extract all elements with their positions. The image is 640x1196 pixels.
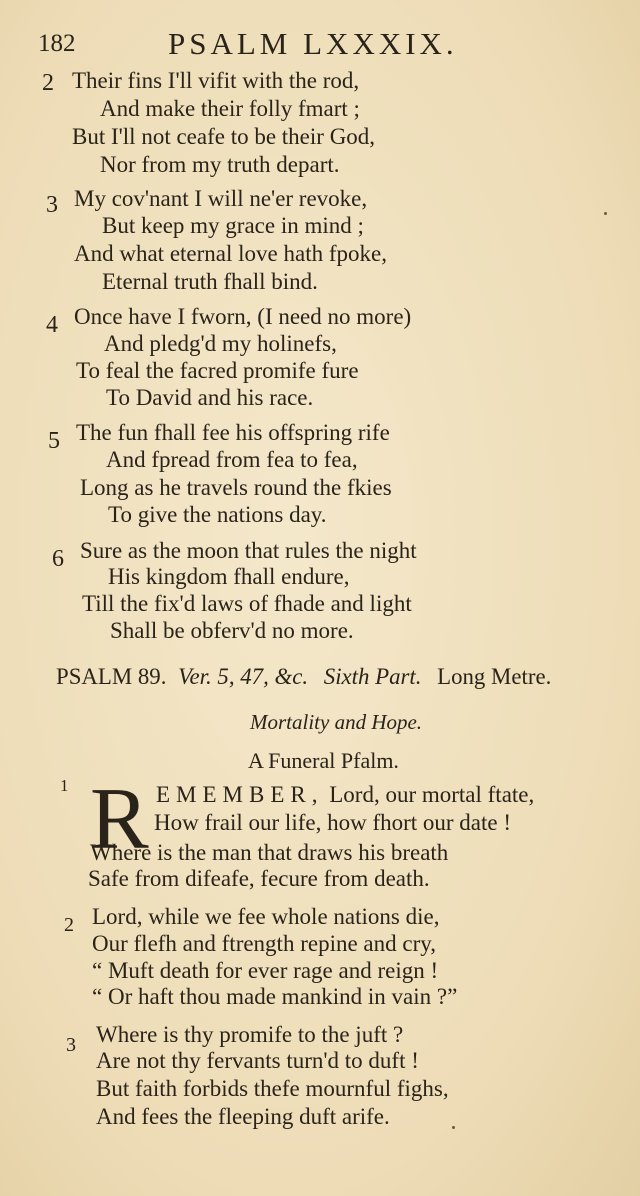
- verse-line: Their fins I'll vifit with the rod,: [72, 68, 360, 93]
- verse-line: Once have I fworn, (I need no more): [74, 304, 412, 329]
- part-label: Sixth Part.: [323, 664, 422, 689]
- verse-line: Are not thy fervants turn'd to duft !: [96, 1048, 419, 1073]
- verse-line: But I'll not ceafe to be their God,: [72, 124, 376, 149]
- stanza-number: 5: [48, 428, 60, 454]
- verse-line: To feal the facred promife fure: [76, 358, 359, 383]
- stanza-number: 2: [42, 70, 54, 96]
- paper-speck: [452, 1126, 455, 1129]
- running-header: [38, 26, 508, 66]
- section-heading: [56, 664, 636, 690]
- drop-cap: R: [90, 771, 149, 868]
- verse-line: How frail our life, how fhort our date !: [154, 810, 512, 835]
- metre-label: Long Metre.: [437, 664, 552, 689]
- section-subtitle: Mortality and Hope.: [250, 710, 423, 734]
- running-title: PSALM LXXXIX.: [168, 26, 458, 61]
- psalm-label: PSALM 89.: [56, 664, 167, 689]
- verse-line: To give the nations day.: [108, 502, 327, 527]
- verse-line: But faith forbids thefe mournful fighs,: [96, 1076, 449, 1101]
- verse-line: My cov'nant I will ne'er revoke,: [74, 186, 368, 211]
- section-caption: A Funeral Pfalm.: [248, 748, 399, 773]
- verse-line: To David and his race.: [106, 385, 314, 410]
- first-word: EMEMBER,: [156, 782, 324, 807]
- paper-speck: [604, 212, 607, 215]
- verse-line: Lord, while we fee whole nations die,: [92, 904, 440, 929]
- stanza-number: 6: [52, 546, 64, 572]
- verse-line: Nor from my truth depart.: [100, 152, 340, 177]
- verse-line-first: [156, 782, 534, 808]
- verse-line: Long as he travels round the fkies: [80, 475, 392, 500]
- verse-line: Where is thy promife to the juft ?: [96, 1022, 404, 1047]
- verse-line: The fun fhall fee his offspring rife: [76, 420, 390, 445]
- verse-line: And fees the fleeping duft arife.: [96, 1104, 390, 1129]
- verse-line: And what eternal love hath fpoke,: [74, 241, 387, 266]
- verse-line: “ Muft death for ever rage and reign !: [92, 958, 439, 983]
- verse-line: His kingdom fhall endure,: [108, 564, 350, 589]
- first-line-rest: Lord, our mortal ftate,: [329, 782, 535, 807]
- verse-line: Till the fix'd laws of fhade and light: [82, 591, 412, 616]
- verse-line: But keep my grace in mind ;: [102, 213, 364, 238]
- verse-line: Our flefh and ftrength repine and cry,: [92, 931, 437, 956]
- stanza-number: 3: [46, 192, 58, 218]
- page-number: 182: [38, 30, 76, 57]
- verse-line: Safe from difeafe, fecure from death.: [88, 866, 430, 891]
- verse-line: Where is the man that draws his breath: [90, 840, 449, 865]
- verse-line: Shall be obferv'd no more.: [110, 618, 354, 643]
- verse-line: And fpread from fea to fea,: [106, 447, 358, 472]
- stanza-number: 1: [60, 776, 69, 795]
- verse-line: Sure as the moon that rules the night: [80, 538, 417, 563]
- verse-line: And make their folly fmart ;: [100, 96, 360, 121]
- stanza-number: 4: [46, 312, 58, 338]
- stanza-number: 2: [64, 914, 74, 936]
- verses-label: Ver. 5, 47, &c.: [178, 664, 309, 689]
- verse-line: Eternal truth fhall bind.: [102, 269, 318, 294]
- verse-line: “ Or haft thou made mankind in vain ?”: [92, 984, 458, 1009]
- verse-line: And pledg'd my holinefs,: [104, 331, 337, 356]
- stanza-number: 3: [66, 1034, 76, 1056]
